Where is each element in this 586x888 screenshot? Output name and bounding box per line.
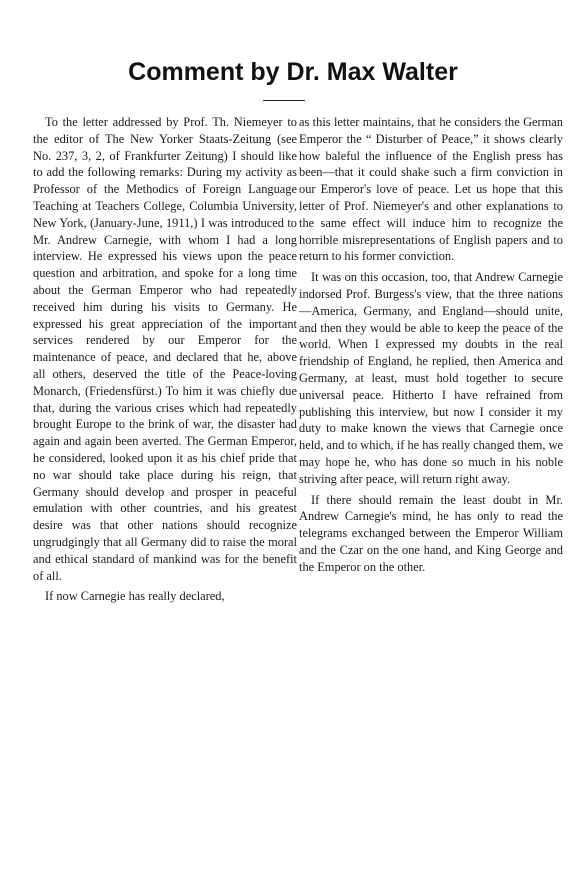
paragraph-continuation: as this letter maintains, that he considers the German Emperor the “ Disturber of Peace,” it shows clearly how baleful the influence of the English press has been—that it could shake such a firm conviction in our Emperor's love of peace. Let us hope that this letter of Prof. Niemeyer's and other explanations to the same effect will induce him to recognize the horrible misrepresentations of English papers and to return to his former conviction. [299, 115, 563, 264]
title-divider [263, 100, 305, 101]
paragraph: To the letter addressed by Prof. Th. Niemeyer to the editor of The New Yorker Staats-Zeitung (see No. 237, 3, 2, of Frankfurter Zeitung) I should like to add the following remarks: During my activity as Professor of the Methodics of Foreign Language Teaching at Teachers College, Columbia University, New York, (January-June, 1911,) I was introduced to Mr. Andrew Carnegie, with whom I had a long interview. He expressed his views upon the peace question and arbitration, and spoke for a long time about the German Emperor who had repeatedly received him during his visits to Germany. He expressed his great appreciation of the important services rendered by our Emperor for the maintenance of peace, and declared that he, above all others, deserved the title of the Peace-loving Monarch, (Friedensfürst.) To him it was chiefly due that, during the various crises which had repeatedly brought Europe to the brink of war, the disaster had again and again been averted. The German Emperor, he considered, looked upon it as his chief pride that no war should take place during his reign, that Germany should develop and prosper in peaceful emulation with other countries, and his greatest desire was that other nations should recognize ungrudgingly that all Germany did to raise the moral and ethical standard of mankind was for the benefit of all. [33, 115, 297, 583]
paragraph: If now Carnegie has really declared, [45, 589, 225, 604]
article-title: Comment by Dr. Max Walter [128, 58, 458, 86]
paragraph: It was on this occasion, too, that Andrew Carnegie indorsed Prof. Burgess's view, that the three nations—America, Germany, and England—should unite, and then they would be able to keep the peace of the world. When I expressed my doubts in the real friendship of England, he replied, then America and Germany, at least, must hold together to secure universal peace. Hitherto I have refrained from publishing this interview, but now I consider it my duty to make known the views that Carnegie once held, and to which, if he has really changed them, we may hope he, who has done so much in his noble striving after peace, will return right away. [299, 270, 563, 486]
paragraph: If there should remain the least doubt in Mr. Andrew Carnegie's mind, he has only to read the telegrams exchanged between the Emperor William and the Czar on the one hand, and King George and the Emperor on the other. [299, 492, 563, 574]
right-column [299, 114, 563, 576]
left-column [33, 114, 297, 605]
